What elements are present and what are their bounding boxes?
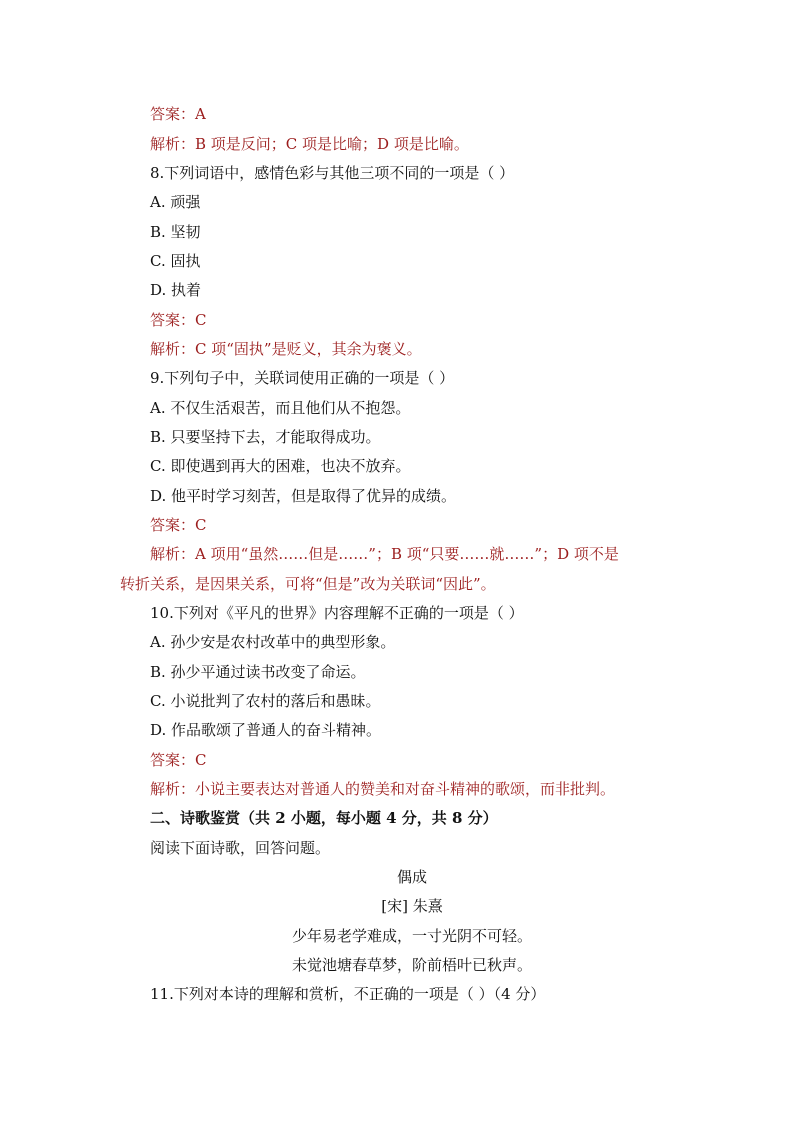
explanation-line: 解析：C 项“固执”是贬义，其余为褒义。: [150, 340, 422, 358]
option-d: D. 作品歌颂了普通人的奋斗精神。: [150, 721, 382, 739]
poem-author: [宋] 朱熹: [381, 897, 443, 915]
option-a: A. 不仅生活艰苦，而且他们从不抱怨。: [150, 399, 411, 417]
option-d: D. 执着: [150, 281, 202, 299]
option-c: C. 小说批判了农村的落后和愚昧。: [150, 692, 381, 710]
option-a: A. 孙少安是农村改革中的典型形象。: [150, 633, 396, 651]
option-c: C. 即使遇到再大的困难，也决不放弃。: [150, 457, 411, 475]
explanation-line: 解析：小说主要表达对普通人的赞美和对奋斗精神的歌颂，而非批判。: [150, 780, 616, 798]
reading-instruction: 阅读下面诗歌，回答问题。: [150, 839, 331, 857]
question-9: 9.下列句子中，关联词使用正确的一项是（ ）: [150, 369, 455, 387]
poem-line-1: 少年易老学难成，一寸光阴不可轻。: [291, 927, 532, 945]
option-d: D. 他平时学习刻苦，但是取得了优异的成绩。: [150, 487, 457, 505]
option-c: C. 固执: [150, 252, 201, 270]
option-b: B. 只要坚持下去，才能取得成功。: [150, 428, 381, 446]
option-a: A. 顽强: [150, 193, 201, 211]
answer-line: 答案：C: [150, 516, 207, 534]
option-b: B. 坚韧: [150, 223, 201, 241]
explanation-line-continued: 转折关系，是因果关系，可将“但是”改为关联词“因此”。: [120, 575, 496, 593]
option-b: B. 孙少平通过读书改变了命运。: [150, 663, 366, 681]
section-heading: 二、诗歌鉴赏（共 2 小题，每小题 4 分，共 8 分）: [150, 809, 498, 827]
explanation-line: 解析：A 项用“虽然……但是……”；B 项“只要……就……”；D 项不是: [150, 545, 619, 563]
question-11: 11.下列对本诗的理解和赏析，不正确的一项是（ ）（4 分）: [150, 985, 546, 1003]
question-10: 10.下列对《平凡的世界》内容理解不正确的一项是（ ）: [150, 604, 524, 622]
poem-title: 偶成: [396, 868, 427, 886]
answer-line: 答案：C: [150, 311, 207, 329]
explanation-line: 解析：B 项是反问；C 项是比喻；D 项是比喻。: [150, 135, 469, 153]
answer-line: 答案：A: [150, 105, 206, 123]
question-8: 8.下列词语中，感情色彩与其他三项不同的一项是（ ）: [150, 164, 515, 182]
poem-line-2: 未觉池塘春草梦，阶前梧叶已秋声。: [291, 956, 532, 974]
answer-line: 答案：C: [150, 751, 207, 769]
